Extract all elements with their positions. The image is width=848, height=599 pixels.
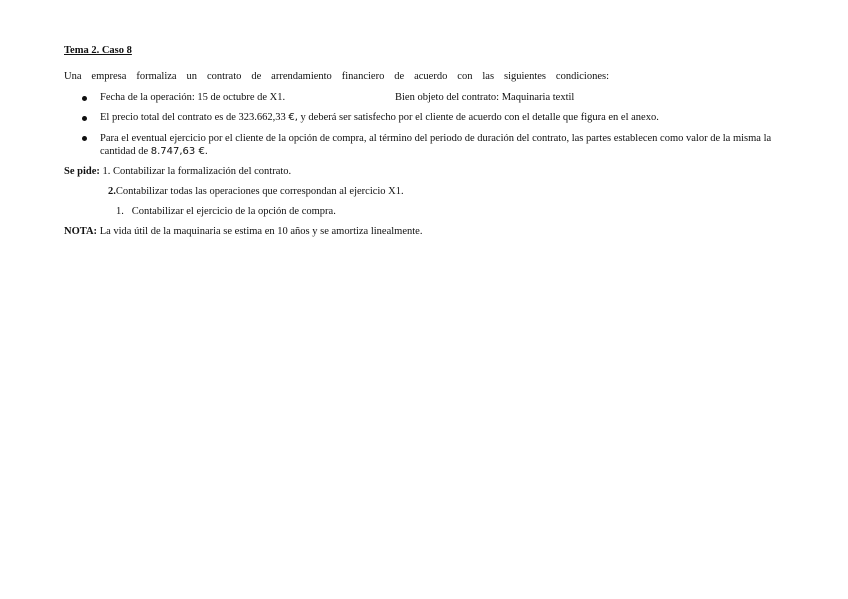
item-2-number: 2. xyxy=(108,186,116,197)
list-item xyxy=(80,112,790,132)
purchase-option-text: Para el eventual ejercicio por el cliente de la opción de compra, al término del periodo de duración del contrato, las partes establecen como valor de la misma la cantidad de xyxy=(100,133,772,157)
list-item xyxy=(80,132,790,158)
intro-paragraph: Una empresa formaliza un contrato de arrendamiento financiero de acuerdo con las siguientes condiciones: xyxy=(64,71,609,82)
contract-price-rest: y deberá ser satisfecho por el cliente de acuerdo con el detalle que figura en el anexo. xyxy=(297,112,659,123)
contract-price-text: El precio total del contrato es de 323.662,33 xyxy=(100,112,286,123)
euro-symbol: €, xyxy=(288,112,298,123)
se-pide-line xyxy=(64,166,291,177)
document-title: Tema 2. Caso 8 xyxy=(64,45,132,56)
nota-text: La vida útil de la maquinaria se estima en 10 años y se amortiza linealmente. xyxy=(97,226,423,237)
se-pide-item-2 xyxy=(108,186,404,197)
nota-label: NOTA: xyxy=(64,226,98,237)
bullet-icon xyxy=(82,116,87,121)
nota-line xyxy=(64,226,422,237)
se-pide-label: Se pide: xyxy=(64,166,100,177)
bullet-icon xyxy=(82,96,87,101)
contract-object: Bien objeto del contrato: Maquinaria textil xyxy=(395,92,575,103)
conditions-list xyxy=(80,92,790,158)
item-2-text: Contabilizar todas las operaciones que correspondan al ejercicio X1. xyxy=(115,186,404,197)
purchase-option-amount: 8.747,63 €. xyxy=(150,146,208,157)
se-pide-item-3: 1. Contabilizar el ejercicio de la opción de compra. xyxy=(116,206,336,217)
bullet-icon xyxy=(82,136,87,141)
se-pide-item-1: 1. Contabilizar la formalización del contrato. xyxy=(99,166,292,177)
list-item xyxy=(80,92,790,112)
operation-date: Fecha de la operación: 15 de octubre de X1. xyxy=(100,92,286,103)
